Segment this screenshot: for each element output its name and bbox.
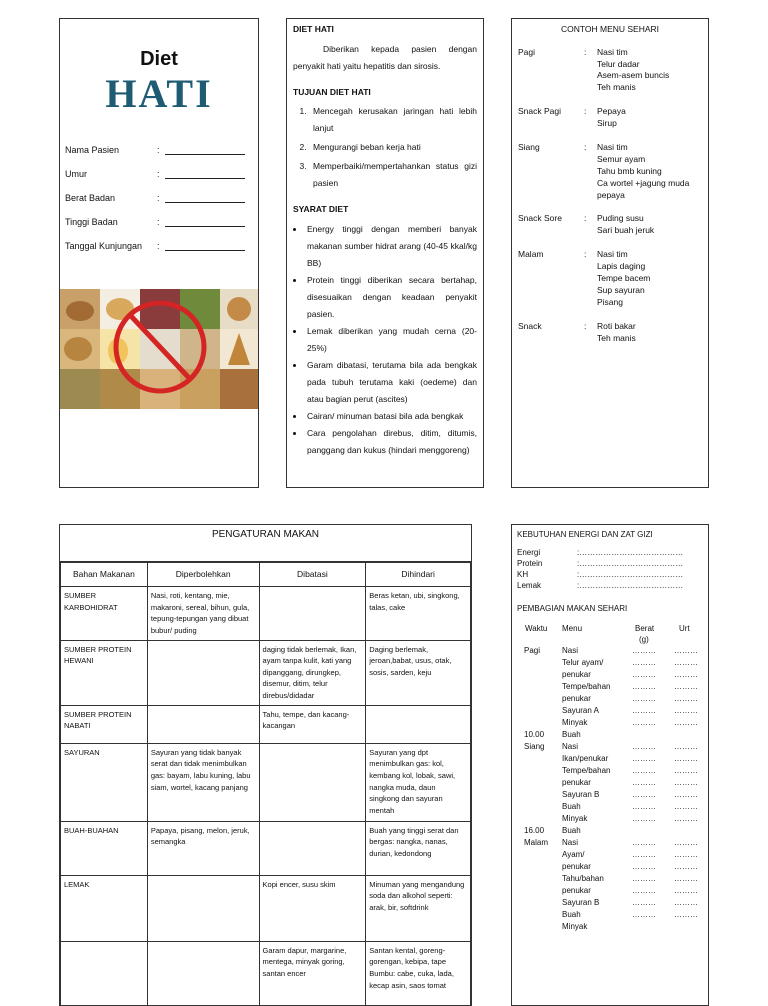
goal-item: 2. Mengurangi beban kerja hati (309, 139, 477, 156)
meal-5 (518, 321, 702, 345)
requirement-item: • Cara pengolahan direbus, ditim, ditumis, panggang dan kukus (hindari menggoreng) (305, 425, 477, 459)
plan-u[interactable]: ……… (674, 898, 698, 907)
requirement-item: • Lemak diberikan yang mudah cerna (20-25%) (305, 323, 477, 357)
table-row (61, 640, 471, 705)
cell-cat: SUMBER PROTEIN NABATI (61, 705, 148, 743)
plan-u[interactable]: ……… (674, 850, 698, 859)
plan-w[interactable]: ……… (632, 742, 656, 751)
meal-item: Sirup (597, 118, 617, 129)
plan-w[interactable]: ……… (632, 658, 656, 667)
plan-title: PEMBAGIAN MAKAN SEHARI (517, 604, 628, 613)
plan-u[interactable]: ……… (674, 658, 698, 667)
plan-row (517, 730, 703, 742)
plan-menu: Nasi (562, 838, 579, 847)
plan-row (517, 646, 703, 658)
cell-allowed (147, 875, 259, 941)
cell-avoid: Minuman yang mengandung soda dan alkohol seperti: arak, bir, softdrink (366, 875, 471, 941)
plan-u[interactable]: ……… (674, 742, 698, 751)
plan-w[interactable]: ……… (632, 790, 656, 799)
plan-menu: penukar (562, 862, 591, 871)
meal-item: Pepaya (597, 106, 626, 117)
cell-avoid: Beras ketan, ubi, singkong, talas, cake (366, 587, 471, 641)
plan-menu: Sayuran B (562, 898, 600, 907)
meal-0 (518, 47, 702, 95)
field-line (165, 202, 245, 203)
cell-limited: Tahu, tempe, dan kacang-kacangan (259, 705, 366, 743)
plan-u[interactable]: ……… (674, 694, 698, 703)
meal-item: Nasi tim (597, 141, 628, 152)
cell-cat: LEMAK (61, 875, 148, 941)
meal-items (597, 142, 702, 201)
plan-w[interactable]: ……… (632, 754, 656, 763)
plan-menu: Minyak (562, 718, 588, 727)
plan-row (517, 718, 703, 730)
cell-limited: daging tidak berlemak, Ikan, ayam tanpa kulit, kati yang dipanggang, dirungkep, disemur, ditim, telur direbus/didadar (259, 640, 366, 705)
plan-row (517, 886, 703, 898)
cell-cat: BUAH-BUAHAN (61, 821, 148, 875)
cell-limited (259, 821, 366, 875)
meal-item: pepaya (597, 189, 625, 200)
meal-item: Asem-asem buncis (597, 70, 670, 81)
plan-w[interactable]: ……… (632, 850, 656, 859)
plan-w[interactable]: ……… (632, 706, 656, 715)
plan-menu: Telur ayam/ (562, 658, 604, 667)
plan-menu: Buah (562, 910, 581, 919)
plan-menu: Buah (562, 826, 581, 835)
cell-limited: Garam dapur, margarine, mentega, minyak goring, santan encer (259, 941, 366, 1006)
plan-w[interactable]: ……… (632, 898, 656, 907)
meal-colon: : (584, 141, 587, 152)
plan-u[interactable]: ……… (674, 670, 698, 679)
plan-menu: Minyak (562, 814, 588, 823)
requirement-item: • Protein tinggi diberikan secara bertahap, disesuaikan dengan keadaan penyakit pasien. (305, 272, 477, 323)
goal-item: 3. Memperbaiki/mempertahankan status gizi pasien (309, 158, 477, 192)
table-row (61, 821, 471, 875)
plan-w[interactable]: ……… (632, 766, 656, 775)
field-line (165, 154, 245, 155)
plan-row (517, 706, 703, 718)
plan-menu: Buah (562, 802, 581, 811)
cell-allowed (147, 941, 259, 1006)
cell-avoid: Santan kental, goreng-gorengan, kebipa, tape Bumbu: cabe, cuka, lada, kecap asin, saos tomat (366, 941, 471, 1006)
plan-u[interactable]: ……… (674, 766, 698, 775)
meal-items (597, 249, 702, 308)
plan-u[interactable]: ……… (674, 862, 698, 871)
plan-u[interactable]: ……… (674, 790, 698, 799)
plan-time: 16.00 (524, 826, 545, 835)
cell-limited (259, 743, 366, 821)
header-diperbolehkan: Diperbolehkan (147, 563, 259, 587)
plan-menu: Sayuran B (562, 790, 600, 799)
requirement-item: • Cairan/ minuman batasi bila ada bengkak (305, 408, 477, 425)
requirement-item: • Garam dibatasi, terutama bila ada bengkak pada tubuh terutama kaki (oedeme) dan atau bagian perut (ascites) (305, 357, 477, 408)
plan-menu: Sayuran A (562, 706, 599, 715)
plan-time: 10.00 (524, 730, 545, 739)
plan-w[interactable]: ……… (632, 862, 656, 871)
field-line (165, 250, 245, 251)
meal-item: Tahu bmb kuning (597, 165, 662, 176)
plan-rows (517, 646, 703, 934)
meal-item: Nasi tim (597, 46, 628, 57)
meal-4 (518, 249, 702, 308)
meal-1 (518, 106, 702, 130)
meal-list (518, 47, 702, 345)
table-row (61, 875, 471, 941)
plan-menu: Tahu/bahan (562, 874, 604, 883)
meal-name: Snack Sore (518, 213, 562, 224)
plan-w[interactable]: ……… (632, 910, 656, 919)
plan-row (517, 790, 703, 802)
plan-w[interactable]: ……… (632, 694, 656, 703)
plan-w[interactable]: ……… (632, 682, 656, 691)
menu-title: CONTOH MENU SEHARI (560, 24, 660, 34)
table-row (61, 941, 471, 1006)
plan-u[interactable]: ……… (674, 814, 698, 823)
meal-colon: : (584, 249, 587, 260)
cell-avoid: Sayuran yang dpt menimbulkan gas: kol, kembang kol, lobak, sawi, nangka muda, daun singkong dan sayuran mentah (366, 743, 471, 821)
plan-header: Waktu Menu Berat (g) Urt (525, 624, 690, 644)
cell-allowed: Papaya, pisang, melon, jeruk, semangka (147, 821, 259, 875)
meal-items (597, 47, 702, 95)
plan-w[interactable]: ……… (632, 718, 656, 727)
cell-cat: SUMBER KARBOHIDRAT (61, 587, 148, 641)
field-label: Tinggi Badan (65, 217, 118, 227)
plan-w[interactable]: ……… (632, 802, 656, 811)
header-dibatasi: Dibatasi (259, 563, 366, 587)
plan-menu: penukar (562, 694, 591, 703)
meal-colon: : (584, 106, 587, 117)
meal-2 (518, 142, 702, 201)
cover-hati-title: HATI (105, 71, 213, 116)
plan-u[interactable]: ……… (674, 802, 698, 811)
meal-item: Ca wortel +jagung muda (597, 177, 690, 188)
meal-colon: : (584, 213, 587, 224)
plan-row (517, 658, 703, 670)
cover-diet-title: Diet (140, 48, 178, 70)
meal-colon: : (584, 320, 587, 331)
cell-allowed: Sayuran yang tidak banyak serat dan tidak menimbulkan gas: bayam, labu kuning, labu siam, wortel, kacang panjang (147, 743, 259, 821)
meal-item: Nasi tim (597, 249, 628, 260)
requirement-list (293, 221, 477, 459)
meal-item: Teh manis (597, 82, 636, 93)
plan-row (517, 766, 703, 778)
food-collage-image (60, 289, 258, 409)
plan-row (517, 874, 703, 886)
cell-avoid: Daging berlemak, jeroan,babat, usus, otak, sosis, sarden, keju (366, 640, 471, 705)
plan-row (517, 838, 703, 850)
meal-3 (518, 213, 702, 237)
plan-w[interactable]: ……… (632, 838, 656, 847)
plan-u[interactable]: ……… (674, 778, 698, 787)
meal-items (597, 213, 702, 237)
diet-info-panel (286, 18, 484, 488)
goal-heading: TUJUAN DIET HATI (293, 86, 371, 97)
field-line (165, 178, 245, 179)
cell-allowed: Nasi, roti, kentang, mie, makaroni, sereal, bihun, gula, tepung-tepungan yang dibuat bubur/ puding (147, 587, 259, 641)
plan-row (517, 898, 703, 910)
plan-menu: Nasi (562, 646, 579, 655)
plan-u[interactable]: ……… (674, 838, 698, 847)
plan-row (517, 814, 703, 826)
plan-row (517, 778, 703, 790)
plan-menu: penukar (562, 778, 591, 787)
need-lemak[interactable]: Lemak :………………………………… (517, 581, 684, 590)
table-body (61, 587, 471, 1006)
plan-u[interactable]: ……… (674, 682, 698, 691)
meal-items (597, 321, 702, 345)
plan-w[interactable]: ……… (632, 778, 656, 787)
cell-allowed (147, 705, 259, 743)
plan-row (517, 862, 703, 874)
plan-row (517, 670, 703, 682)
table-row (61, 587, 471, 641)
plan-u[interactable]: ……… (674, 646, 698, 655)
cell-allowed (147, 640, 259, 705)
meal-item: Teh manis (597, 332, 636, 343)
cell-cat: SAYURAN (61, 743, 148, 821)
plan-u[interactable]: ……… (674, 718, 698, 727)
field-label: Berat Badan (65, 193, 116, 203)
meal-item: Semur ayam (597, 153, 646, 164)
plan-w[interactable]: ……… (632, 646, 656, 655)
meal-name: Snack (518, 320, 542, 331)
plan-w[interactable]: ……… (632, 814, 656, 823)
sample-menu-panel (511, 18, 709, 488)
meal-item: Tempe bacem (597, 272, 651, 283)
meal-item: Lapis daging (597, 261, 646, 272)
plan-w[interactable]: ……… (632, 670, 656, 679)
goal-list (293, 103, 477, 192)
meal-name: Malam (518, 249, 544, 260)
plan-w[interactable]: ……… (632, 886, 656, 895)
cell-limited: Kopi encer, susu skim (259, 875, 366, 941)
table-title: PENGATURAN MAKAN (60, 525, 471, 562)
meal-item: Pisang (597, 296, 623, 307)
info-heading: DIET HATI (293, 24, 334, 34)
plan-time: Malam (524, 838, 549, 847)
food-rules-panel (59, 524, 472, 1006)
meal-item: Telur dadar (597, 58, 640, 69)
goal-item: 1. Mencegah kerusakan jaringan hati lebih lanjut (309, 103, 477, 137)
plan-row (517, 694, 703, 706)
plan-row (517, 754, 703, 766)
field-label: Tanggal Kunjungan (65, 241, 143, 251)
plan-w[interactable]: ……… (632, 874, 656, 883)
requirement-heading: SYARAT DIET (293, 204, 349, 215)
plan-u[interactable]: ……… (674, 874, 698, 883)
plan-menu: penukar (562, 886, 591, 895)
plan-row (517, 826, 703, 838)
plan-time: Siang (524, 742, 545, 751)
plan-menu: Ikan/penukar (562, 754, 609, 763)
cell-avoid: Buah yang tinggi serat dan bergas: nangka, nanas, durian, kedondong (366, 821, 471, 875)
plan-u[interactable]: ……… (674, 886, 698, 895)
plan-row (517, 850, 703, 862)
meal-item: Sup sayuran (597, 284, 645, 295)
header-bahan: Bahan Makanan (61, 563, 148, 587)
meal-name: Snack Pagi (518, 106, 561, 117)
requirement-item: • Energy tinggi dengan memberi banyak makanan sumber hidrat arang (40-45 kkal/kg BB) (305, 221, 477, 272)
field-label: Nama Pasien (65, 145, 120, 155)
meal-item: Puding susu (597, 213, 644, 224)
table-row (61, 705, 471, 743)
plan-menu: Ayam/ (562, 850, 585, 859)
need-energi[interactable]: Energi :………………………………… (517, 548, 684, 557)
field-label: Umur (65, 169, 87, 179)
plan-menu: Minyak (562, 922, 588, 931)
plan-menu: Tempe/bahan (562, 682, 611, 691)
field-line (165, 226, 245, 227)
plan-menu: Nasi (562, 742, 579, 751)
plan-row (517, 922, 703, 934)
need-protein[interactable]: Protein :………………………………… (517, 559, 684, 568)
plan-menu: Buah (562, 730, 581, 739)
cell-cat (61, 941, 148, 1006)
plan-time: Pagi (524, 646, 541, 655)
cell-avoid (366, 705, 471, 743)
info-intro: Diberikan kepada pasien dengan penyakit hati yaitu hepatitis dan sirosis. (293, 43, 477, 71)
plan-menu: penukar (562, 670, 591, 679)
food-rules-table (60, 562, 471, 1006)
meal-item: Sari buah jeruk (597, 225, 655, 236)
plan-u[interactable]: ……… (674, 910, 698, 919)
cell-cat: SUMBER PROTEIN HEWANI (61, 640, 148, 705)
plan-row (517, 802, 703, 814)
cover-panel: Diet HATI Nama Pasien : Umur : Berat Badan : Tinggi Badan : Tanggal Kunjungan : (59, 18, 259, 488)
header-dihindari: Dihindari (366, 563, 471, 587)
plan-u[interactable]: ……… (674, 706, 698, 715)
meal-colon: : (584, 46, 587, 57)
nutrition-needs-panel (511, 524, 709, 1006)
meal-name: Siang (518, 141, 540, 152)
table-row (61, 743, 471, 821)
meal-name: Pagi (518, 46, 536, 57)
plan-u[interactable]: ……… (674, 754, 698, 763)
need-kh[interactable]: KH :………………………………… (517, 570, 684, 579)
meal-item: Roti bakar (597, 320, 636, 331)
plan-row (517, 910, 703, 922)
plan-menu: Tempe/bahan (562, 766, 611, 775)
plan-row (517, 682, 703, 694)
meal-items (597, 106, 702, 130)
cell-limited (259, 587, 366, 641)
plan-row (517, 742, 703, 754)
needs-title: KEBUTUHAN ENERGI DAN ZAT GIZI (517, 530, 653, 539)
